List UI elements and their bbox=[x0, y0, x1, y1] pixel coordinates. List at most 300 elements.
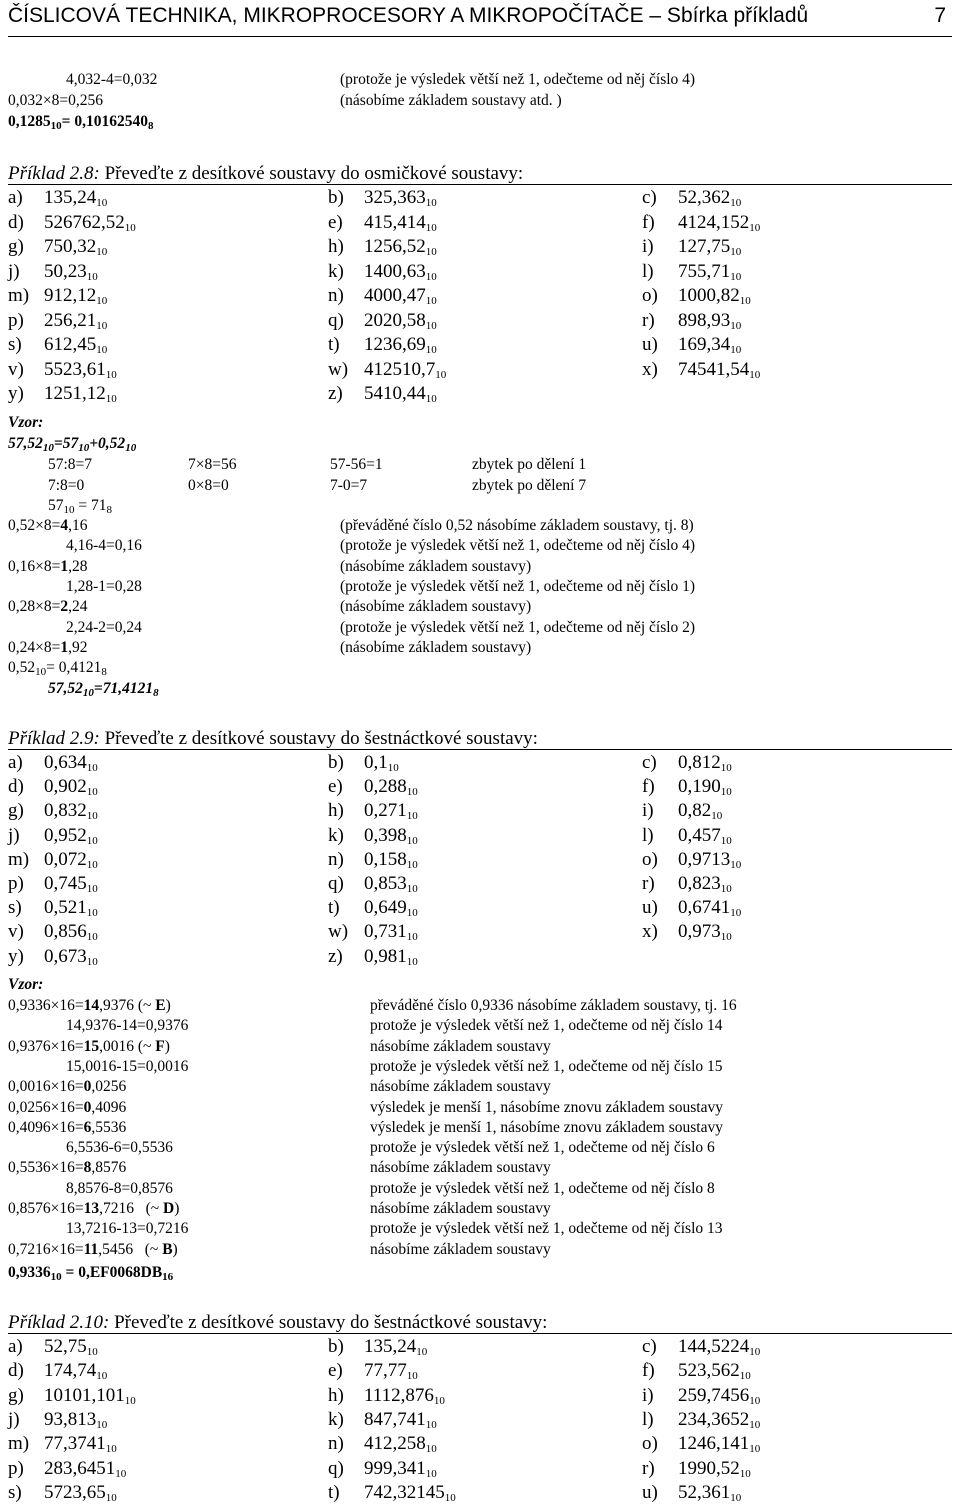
item-letter: z) bbox=[328, 945, 343, 967]
exercise-item bbox=[328, 873, 418, 895]
item-value: 412510,7 bbox=[364, 358, 436, 380]
item-value: 0,072 bbox=[44, 848, 87, 870]
pattern-cell: 7-0=7 bbox=[330, 476, 368, 494]
pattern-split: $57,52_{10}=57_{10}+0,52_{10}$ bbox=[8, 435, 137, 454]
item-letter: i) bbox=[642, 236, 654, 257]
item-base: 10 bbox=[86, 810, 98, 823]
item-base: 10 bbox=[406, 810, 418, 823]
item-base: 10 bbox=[105, 1443, 117, 1456]
exercise-item bbox=[642, 1482, 741, 1504]
step-note: protože je výsledek větší než 1, odečteme od něj číslo 14 bbox=[370, 1017, 723, 1035]
item-value: 0,856 bbox=[44, 921, 87, 943]
step-calc: 1,28-1=0,28 bbox=[66, 577, 142, 595]
item-letter: p) bbox=[8, 309, 24, 331]
exercise-item bbox=[8, 1360, 107, 1382]
item-value: 1256,52 bbox=[364, 236, 426, 257]
exercise-item bbox=[8, 334, 107, 356]
item-letter: t) bbox=[328, 334, 340, 355]
item-letter: o) bbox=[642, 848, 658, 870]
item-value: 0,457 bbox=[678, 824, 721, 846]
pattern-fraction-result: $0,52_{10}= 0,4121_8$ bbox=[8, 659, 107, 678]
item-base: 10 bbox=[96, 344, 108, 356]
exercise-item bbox=[8, 1458, 126, 1480]
item-value: 144,5224 bbox=[678, 1336, 750, 1357]
item-base: 10 bbox=[105, 1491, 117, 1504]
item-letter: k) bbox=[328, 1408, 344, 1430]
item-letter: s) bbox=[8, 1481, 22, 1503]
item-value: 412,258 bbox=[364, 1433, 426, 1455]
item-base: 10 bbox=[749, 1394, 761, 1407]
exercise-item bbox=[642, 849, 741, 871]
exercise-item bbox=[642, 752, 732, 774]
item-letter: y) bbox=[8, 945, 24, 967]
item-base: 10 bbox=[96, 1418, 108, 1431]
exercise-item bbox=[8, 261, 98, 283]
exercise-item bbox=[8, 1409, 107, 1431]
exercise-item bbox=[8, 187, 107, 209]
item-value: 0,190 bbox=[678, 776, 721, 798]
exercise-item bbox=[8, 752, 98, 774]
step-calc: 0,24×8=1,92 bbox=[8, 638, 88, 656]
calc-note: (násobíme základem soustavy atd. ) bbox=[340, 92, 562, 109]
item-letter: v) bbox=[8, 921, 24, 943]
result-digit: 14 bbox=[83, 997, 100, 1014]
step-calc: 0,28×8=2,24 bbox=[8, 598, 88, 616]
item-letter: w) bbox=[328, 358, 349, 380]
exercise-item bbox=[642, 285, 751, 307]
step-calc: 4,16-4=0,16 bbox=[66, 537, 142, 555]
item-value: 847,741 bbox=[364, 1408, 426, 1430]
calc-line: 0,032×8=0,256 bbox=[8, 92, 103, 109]
item-base: 10 bbox=[406, 834, 418, 847]
item-base: 10 bbox=[96, 319, 108, 332]
item-value: 50,23 bbox=[44, 260, 87, 282]
exercise-item bbox=[8, 897, 98, 919]
item-value: 912,12 bbox=[44, 285, 97, 306]
exercise-item bbox=[328, 236, 437, 258]
item-value: 0,649 bbox=[364, 897, 407, 919]
exercise-item bbox=[328, 383, 437, 405]
step-note: násobíme základem soustavy bbox=[370, 1037, 551, 1055]
item-letter: f) bbox=[642, 211, 655, 233]
hex-digit: B bbox=[162, 1240, 173, 1258]
calc-note: (protože je výsledek větší než 1, odečteme od něj číslo 4) bbox=[340, 71, 696, 88]
step-note: (násobíme základem soustavy) bbox=[340, 638, 532, 656]
item-letter: z) bbox=[328, 383, 343, 404]
exercise-item bbox=[642, 1360, 751, 1382]
item-base: 10 bbox=[425, 1418, 437, 1431]
item-base: 10 bbox=[86, 883, 98, 895]
item-letter: k) bbox=[328, 260, 344, 282]
item-base: 10 bbox=[96, 295, 108, 307]
item-base: 10 bbox=[86, 270, 98, 283]
item-letter: h) bbox=[328, 236, 344, 257]
item-base: 10 bbox=[115, 1467, 127, 1480]
item-base: 10 bbox=[749, 1418, 761, 1431]
item-letter: a) bbox=[8, 1336, 23, 1357]
item-value: 0,82 bbox=[678, 800, 712, 822]
exercise-item bbox=[328, 1433, 437, 1455]
item-base: 10 bbox=[406, 955, 418, 968]
item-value: 5723,65 bbox=[44, 1481, 106, 1503]
item-value: 755,71 bbox=[678, 260, 731, 282]
item-base: 10 bbox=[425, 344, 437, 356]
item-value: 259,7456 bbox=[678, 1384, 750, 1406]
item-base: 10 bbox=[86, 955, 98, 968]
item-base: 10 bbox=[406, 786, 418, 799]
item-letter: j) bbox=[8, 824, 20, 846]
item-letter: h) bbox=[328, 800, 344, 822]
item-letter: e) bbox=[328, 776, 343, 798]
item-value: 4124,152 bbox=[678, 211, 750, 233]
pattern-cell: 7×8=56 bbox=[188, 456, 237, 473]
exercise-item bbox=[8, 1336, 98, 1358]
step-calc: 0,5536×16=8,8576 bbox=[8, 1159, 127, 1177]
step-note: (násobíme základem soustavy) bbox=[340, 598, 532, 616]
page-header bbox=[8, 0, 952, 37]
item-base: 10 bbox=[425, 393, 437, 405]
step-calc: 0,8576×16=13,7216 (~ D) bbox=[8, 1200, 180, 1217]
item-base: 10 bbox=[105, 393, 117, 405]
item-base: 10 bbox=[425, 221, 437, 234]
item-value: 0,823 bbox=[678, 873, 721, 894]
item-letter: k) bbox=[328, 824, 344, 846]
item-value: 0,902 bbox=[44, 776, 87, 798]
result-digit: 8 bbox=[83, 1159, 92, 1177]
result-digit: 13 bbox=[83, 1200, 100, 1217]
item-value: 0,812 bbox=[678, 752, 721, 773]
exercise-item bbox=[8, 1433, 117, 1455]
item-letter: a) bbox=[8, 187, 23, 208]
item-base: 10 bbox=[739, 1467, 751, 1480]
exercise-item bbox=[8, 359, 117, 381]
item-letter: x) bbox=[642, 358, 658, 380]
exercise-item bbox=[642, 1385, 760, 1407]
exercise-item bbox=[642, 776, 732, 798]
page-number: 7 bbox=[934, 4, 946, 27]
exercise-item bbox=[328, 187, 437, 209]
exercise-item bbox=[642, 334, 741, 356]
item-letter: o) bbox=[642, 1433, 658, 1455]
exercise-item bbox=[642, 921, 732, 943]
exercise-item bbox=[642, 825, 732, 847]
exercise-item bbox=[642, 897, 741, 919]
item-base: 10 bbox=[435, 368, 447, 381]
item-value: 0,981 bbox=[364, 945, 407, 967]
result-digit: 4 bbox=[60, 517, 69, 534]
item-letter: u) bbox=[642, 334, 658, 355]
item-letter: m) bbox=[8, 848, 30, 870]
item-value: 234,3652 bbox=[678, 1408, 750, 1430]
step-note: násobíme základem soustavy bbox=[370, 1200, 551, 1217]
item-letter: u) bbox=[642, 1481, 658, 1503]
item-base: 10 bbox=[96, 246, 108, 258]
item-base: 10 bbox=[711, 810, 723, 823]
exercise-item bbox=[642, 800, 722, 822]
item-letter: w) bbox=[328, 921, 349, 943]
item-base: 10 bbox=[749, 221, 761, 234]
exercise-item bbox=[642, 873, 732, 895]
result-digit: 15 bbox=[83, 1037, 100, 1055]
pattern-cell: zbytek po dělení 7 bbox=[472, 476, 587, 494]
item-value: 2020,58 bbox=[364, 309, 426, 331]
exercise-2-10-heading: Příklad 2.10: Převeďte z desítkové soustavy do šestnáctkové soustavy: bbox=[8, 1312, 952, 1334]
step-calc: 15,0016-15=0,0016 bbox=[66, 1057, 189, 1075]
calc-line: 4,032-4=0,032 bbox=[66, 71, 158, 88]
item-value: 0,673 bbox=[44, 945, 87, 967]
item-base: 10 bbox=[425, 319, 437, 332]
item-value: 1400,63 bbox=[364, 260, 426, 282]
item-letter: i) bbox=[642, 1384, 654, 1406]
item-base: 10 bbox=[86, 834, 98, 847]
item-value: 0,1 bbox=[364, 752, 388, 773]
item-value: 1000,82 bbox=[678, 285, 740, 306]
exercise-item bbox=[8, 800, 98, 822]
item-base: 10 bbox=[96, 197, 108, 209]
item-value: 77,77 bbox=[364, 1360, 407, 1382]
step-calc: 8,8576-8=0,8576 bbox=[66, 1179, 173, 1197]
item-base: 10 bbox=[720, 931, 732, 944]
step-calc: 0,0016×16=0,0256 bbox=[8, 1078, 127, 1096]
step-note: protože je výsledek větší než 1, odečteme od něj číslo 8 bbox=[370, 1179, 715, 1197]
item-base: 10 bbox=[749, 368, 761, 381]
exercise-item bbox=[328, 946, 418, 968]
item-value: 0,521 bbox=[44, 897, 87, 919]
step-calc: 0,9376×16=15,0016 (~ F) bbox=[8, 1037, 170, 1055]
item-value: 325,363 bbox=[364, 187, 426, 208]
exercise-item bbox=[328, 1336, 427, 1358]
item-letter: r) bbox=[642, 309, 655, 331]
item-letter: p) bbox=[8, 1457, 24, 1479]
item-base: 10 bbox=[86, 1346, 98, 1358]
step-calc: 6,5536-6=0,5536 bbox=[66, 1139, 173, 1157]
item-base: 10 bbox=[124, 1394, 136, 1407]
pattern-hex-result: $0,9336_{10} = 0,EF0068DB_{16}$ bbox=[8, 1264, 174, 1283]
item-base: 10 bbox=[96, 1370, 108, 1383]
step-calc: 0,16×8=1,28 bbox=[8, 557, 88, 575]
item-value: 0,9713 bbox=[678, 848, 731, 870]
item-base: 10 bbox=[416, 1346, 428, 1358]
step-note: (násobíme základem soustavy) bbox=[340, 557, 532, 575]
item-letter: h) bbox=[328, 1384, 344, 1406]
item-value: 612,45 bbox=[44, 334, 97, 355]
step-note: (protože je výsledek větší než 1, odečteme od něj číslo 1) bbox=[340, 577, 696, 595]
item-value: 999,341 bbox=[364, 1457, 426, 1479]
exercise-item bbox=[328, 776, 418, 798]
item-base: 10 bbox=[444, 1491, 456, 1504]
step-note: (převáděné číslo 0,52 násobíme základem soustavy, tj. 8) bbox=[340, 517, 694, 534]
item-value: 0,6741 bbox=[678, 897, 731, 919]
step-calc: 2,24-2=0,24 bbox=[66, 618, 142, 636]
exercise-item bbox=[328, 285, 437, 307]
item-letter: r) bbox=[642, 1457, 655, 1479]
item-base: 10 bbox=[730, 246, 742, 258]
exercise-item bbox=[642, 1458, 751, 1480]
item-value: 256,21 bbox=[44, 309, 97, 331]
item-value: 523,562 bbox=[678, 1360, 740, 1382]
step-note: převáděné číslo 0,9336 násobíme základem soustavy, tj. 16 bbox=[370, 997, 737, 1014]
item-value: 0,745 bbox=[44, 873, 87, 894]
item-letter: c) bbox=[642, 187, 657, 208]
item-letter: c) bbox=[642, 1336, 657, 1357]
item-letter: e) bbox=[328, 1360, 343, 1382]
exercise-item bbox=[328, 921, 418, 943]
item-value: 10101,101 bbox=[44, 1384, 125, 1406]
item-base: 10 bbox=[739, 295, 751, 307]
item-letter: l) bbox=[642, 260, 654, 282]
item-value: 1246,141 bbox=[678, 1433, 750, 1455]
exercise-item bbox=[328, 334, 437, 356]
hex-digit: E bbox=[155, 997, 166, 1014]
pattern-cell: 7:8=0 bbox=[48, 476, 85, 494]
item-base: 10 bbox=[749, 1346, 761, 1358]
step-calc: 14,9376-14=0,9376 bbox=[66, 1017, 189, 1035]
pattern-cell: zbytek po dělení 1 bbox=[472, 456, 587, 473]
item-value: 127,75 bbox=[678, 236, 731, 257]
item-value: 5410,44 bbox=[364, 383, 426, 404]
item-letter: u) bbox=[642, 897, 658, 919]
item-base: 10 bbox=[86, 786, 98, 799]
item-letter: t) bbox=[328, 897, 340, 919]
exercise-item bbox=[642, 261, 741, 283]
item-base: 10 bbox=[730, 197, 742, 209]
step-note: (protože je výsledek větší než 1, odečteme od něj číslo 2) bbox=[340, 618, 696, 636]
item-letter: v) bbox=[8, 358, 24, 380]
exercise-item bbox=[8, 946, 98, 968]
exercise-item bbox=[328, 359, 446, 381]
item-value: 1990,52 bbox=[678, 1457, 740, 1479]
item-base: 10 bbox=[406, 907, 418, 920]
exercise-item bbox=[8, 285, 107, 307]
item-letter: x) bbox=[642, 921, 658, 943]
item-value: 52,75 bbox=[44, 1336, 87, 1357]
item-letter: f) bbox=[642, 776, 655, 798]
item-value: 74541,54 bbox=[678, 358, 750, 380]
step-calc: 13,7216-13=0,7216 bbox=[66, 1220, 189, 1238]
calc-result: $0,1285_{10}= 0,10162540_8$ bbox=[8, 113, 154, 132]
item-base: 10 bbox=[425, 1443, 437, 1456]
exercise-item bbox=[8, 212, 136, 234]
exercise-item bbox=[8, 873, 98, 895]
exercise-item bbox=[642, 1409, 760, 1431]
item-base: 10 bbox=[730, 1491, 742, 1504]
item-value: 77,3741 bbox=[44, 1433, 106, 1455]
exercise-item bbox=[328, 849, 418, 871]
item-value: 0,288 bbox=[364, 776, 407, 798]
item-letter: m) bbox=[8, 1433, 30, 1455]
step-calc: 0,52×8=4,16 bbox=[8, 517, 88, 534]
item-letter: q) bbox=[328, 1457, 344, 1479]
item-value: 169,34 bbox=[678, 334, 731, 355]
step-note: výsledek je menší 1, násobíme znovu základem soustavy bbox=[370, 1118, 723, 1136]
item-base: 10 bbox=[720, 786, 732, 799]
item-base: 10 bbox=[406, 883, 418, 895]
item-value: 0,952 bbox=[44, 824, 87, 846]
pattern-cell: 57:8=7 bbox=[48, 456, 93, 473]
item-value: 0,398 bbox=[364, 824, 407, 846]
item-value: 283,6451 bbox=[44, 1457, 116, 1479]
step-note: protože je výsledek větší než 1, odečteme od něj číslo 6 bbox=[370, 1139, 715, 1157]
pattern-label: Vzor: bbox=[8, 414, 44, 431]
step-calc: 0,0256×16=0,4096 bbox=[8, 1098, 127, 1116]
item-letter: e) bbox=[328, 211, 343, 233]
exercise-item bbox=[328, 212, 437, 234]
item-base: 10 bbox=[739, 1370, 751, 1383]
item-base: 10 bbox=[425, 270, 437, 283]
item-letter: g) bbox=[8, 1384, 24, 1406]
result-digit: 6 bbox=[83, 1118, 92, 1136]
exercise-item bbox=[8, 310, 107, 332]
item-letter: f) bbox=[642, 1360, 655, 1382]
item-letter: q) bbox=[328, 309, 344, 331]
result-digit: 1 bbox=[60, 557, 69, 575]
item-letter: y) bbox=[8, 383, 24, 404]
exercise-item bbox=[8, 776, 98, 798]
result-digit: 1 bbox=[60, 638, 69, 656]
exercise-2-9-heading: Příklad 2.9: Převeďte z desítkové soustavy do šestnáctkové soustavy: bbox=[8, 728, 952, 750]
result-digit: 11 bbox=[83, 1240, 99, 1258]
item-base: 10 bbox=[105, 368, 117, 381]
item-value: 1112,876 bbox=[364, 1384, 434, 1406]
exercise-item bbox=[328, 1409, 437, 1431]
exercise-item bbox=[642, 1336, 760, 1358]
item-value: 174,74 bbox=[44, 1360, 97, 1382]
hex-digit: F bbox=[155, 1037, 165, 1055]
item-base: 10 bbox=[387, 762, 399, 774]
item-base: 10 bbox=[86, 931, 98, 944]
exercise-item bbox=[8, 921, 98, 943]
item-letter: m) bbox=[8, 285, 30, 306]
item-value: 1251,12 bbox=[44, 383, 106, 404]
exercise-item bbox=[642, 187, 741, 209]
exercise-item bbox=[328, 752, 399, 774]
item-letter: d) bbox=[8, 1360, 24, 1382]
result-digit: 0 bbox=[83, 1078, 92, 1096]
exercise-item bbox=[328, 1385, 445, 1407]
item-letter: g) bbox=[8, 800, 24, 822]
item-base: 10 bbox=[720, 834, 732, 847]
exercise-item bbox=[328, 1360, 418, 1382]
item-value: 742,32145 bbox=[364, 1481, 445, 1503]
item-base: 10 bbox=[425, 246, 437, 258]
item-letter: l) bbox=[642, 824, 654, 846]
step-note: násobíme základem soustavy bbox=[370, 1159, 551, 1177]
item-base: 10 bbox=[433, 1394, 445, 1407]
item-letter: p) bbox=[8, 873, 24, 894]
pattern-integer-result: $57_{10} = 71_8$ bbox=[48, 497, 112, 516]
item-base: 10 bbox=[730, 858, 742, 871]
item-base: 10 bbox=[124, 221, 136, 234]
item-base: 10 bbox=[406, 858, 418, 871]
exercise-item bbox=[8, 849, 98, 871]
item-value: 0,271 bbox=[364, 800, 407, 822]
item-base: 10 bbox=[730, 907, 742, 920]
item-value: 0,731 bbox=[364, 921, 407, 943]
item-base: 10 bbox=[86, 858, 98, 871]
item-base: 10 bbox=[749, 1443, 761, 1456]
item-letter: d) bbox=[8, 776, 24, 798]
exercise-item bbox=[8, 1482, 117, 1504]
item-base: 10 bbox=[425, 197, 437, 209]
item-letter: a) bbox=[8, 752, 23, 773]
item-value: 898,93 bbox=[678, 309, 731, 331]
exercise-item bbox=[8, 383, 117, 405]
pattern-label: Vzor: bbox=[8, 976, 44, 993]
item-letter: n) bbox=[328, 848, 344, 870]
item-value: 52,362 bbox=[678, 187, 731, 208]
result-digit: 0 bbox=[83, 1098, 92, 1116]
item-value: 135,24 bbox=[364, 1336, 417, 1357]
